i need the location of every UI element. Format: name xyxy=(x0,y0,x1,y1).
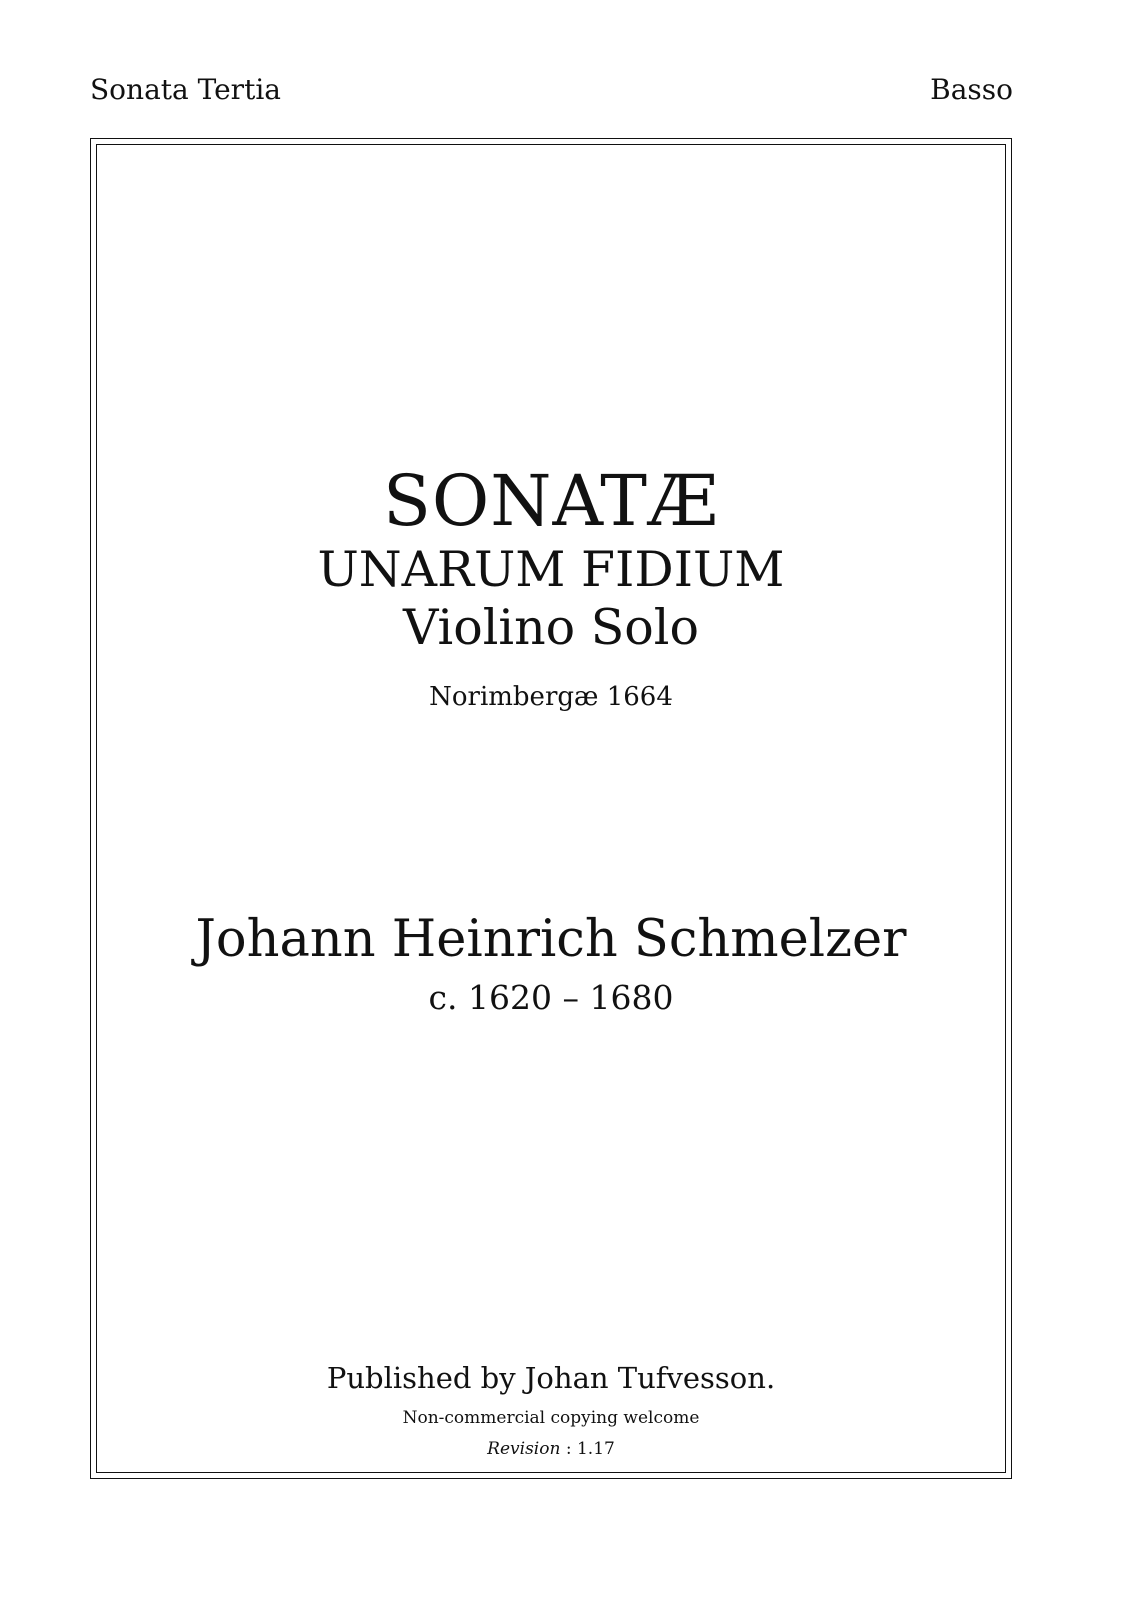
publisher-line: Published by Johan Tufvesson. xyxy=(326,1361,776,1395)
license-line: Non-commercial copying welcome xyxy=(402,1408,700,1428)
subtitle: UNARUM FIDIUM xyxy=(317,541,785,598)
page-border-inner xyxy=(96,144,1006,1473)
header-part-name: Basso xyxy=(930,73,1013,106)
revision-line xyxy=(90,1441,1012,1458)
publication-place-year: Norimbergæ 1664 xyxy=(429,682,673,712)
composer-dates: c. 1620 – 1680 xyxy=(428,978,674,1017)
composer-name: Johann Heinrich Schmelzer xyxy=(195,910,907,969)
revision-separator: : xyxy=(560,1439,577,1459)
instrument-title: Violino Solo xyxy=(403,599,699,656)
main-title: SONATÆ xyxy=(382,460,720,542)
revision-value: 1.17 xyxy=(576,1439,615,1459)
header-piece-title: Sonata Tertia xyxy=(90,73,281,106)
revision-label: Revision xyxy=(487,1439,561,1459)
